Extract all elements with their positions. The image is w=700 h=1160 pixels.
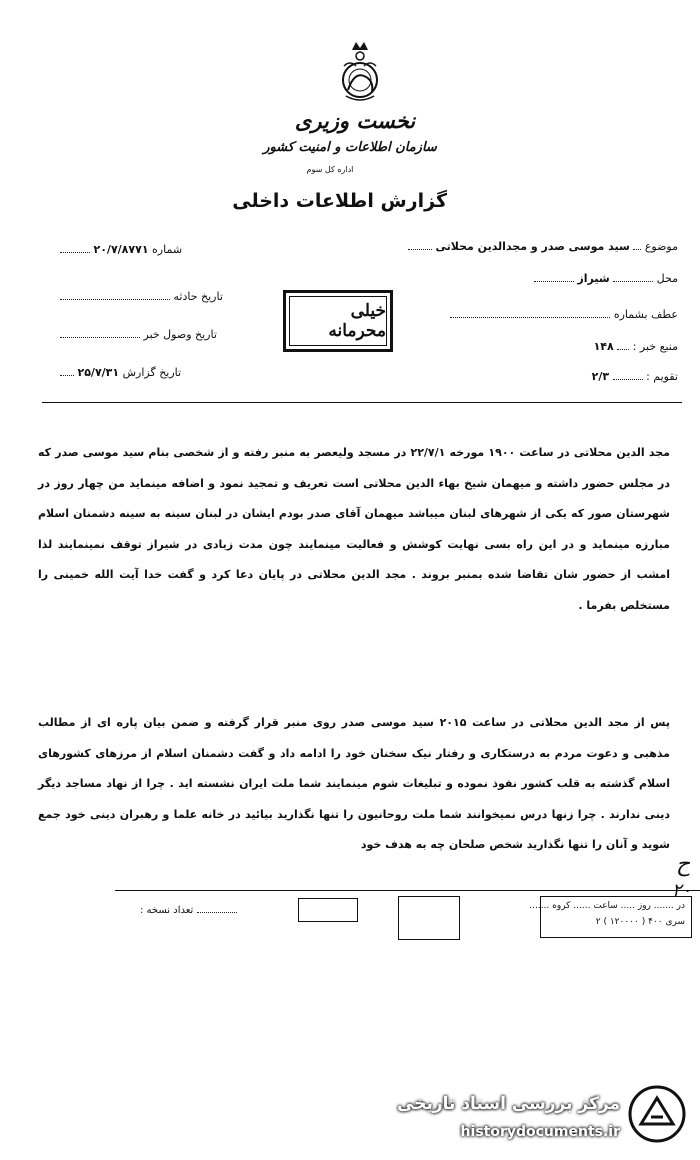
number-label: شماره: [152, 243, 183, 256]
organization-heading: سازمان اطلاعات و امنیت کشور: [263, 140, 437, 155]
location-label: محل: [656, 272, 678, 285]
source-label: منبع خبر :: [632, 340, 678, 353]
received-stamp-text: در ....... روز ..... ساعت ...... کروه .......: [529, 901, 685, 911]
watermark-title: مرکز بررسی اسناد تاریخی: [397, 1094, 620, 1114]
government-heading: نخست وزیری: [294, 108, 416, 133]
classification-stamp: [283, 290, 393, 352]
archive-logo-icon: [627, 1084, 687, 1144]
footer-divider: [115, 890, 700, 891]
rating-field: [592, 370, 678, 383]
report-date-label: تاریخ گزارش: [122, 366, 182, 379]
received-stamp-line: سری ۴۰۰ ( ۱۲۰۰۰۰ ) ۲: [595, 917, 685, 927]
reference-label: عطف بشماره: [613, 308, 678, 321]
report-date-field: [60, 366, 181, 379]
number-field: [60, 243, 182, 256]
archive-watermark: [395, 1080, 695, 1155]
receipt-date-label: تاریخ وصول خبر: [143, 328, 217, 341]
document-title: گزارش اطلاعات داخلی: [232, 190, 447, 212]
margin-note-number: ۲۰: [672, 880, 692, 901]
copies-field: [140, 905, 237, 916]
received-stamp: [529, 896, 692, 938]
source-field: [594, 340, 678, 353]
event-date-label: تاریخ حادثه: [173, 290, 223, 303]
classification-stamp-text: خیلی محرمانه: [289, 296, 387, 346]
footer-box: [398, 896, 460, 940]
header-divider: [42, 402, 682, 403]
location-value: شیراز: [577, 272, 610, 285]
subject-field: [408, 240, 678, 253]
subject-value: سید موسی صدر و مجدالدین محلاتی: [435, 240, 630, 253]
rating-value: ۲/۳: [591, 370, 610, 383]
department-label: اداره کل سوم: [306, 165, 354, 174]
source-value: ۱۴۸: [593, 340, 614, 353]
event-date-field: [60, 290, 223, 303]
lion-and-sun-emblem-icon: [330, 38, 390, 108]
rating-label: تقویم :: [646, 370, 678, 383]
receipt-date-field: [60, 328, 217, 341]
watermark-url: historydocuments.ir: [460, 1124, 620, 1140]
margin-note-letter: ح: [676, 852, 691, 877]
subject-label: موضوع: [644, 240, 678, 253]
body-paragraph: پس از مجد الدین محلاتی در ساعت ۲۰۱۵ سید موسی صدر روی منبر قرار گرفته و ضمن بیان پاره ای از مطالب مذهبی و دعوت مردم به درستکاری و رفتار نیک سخنان خود را ادامه داد و گفت دشمنان اسلام از مرزهای کشورهای اسلام گذشته به قلب کشور نفوذ نموده و تبلیغات شوم مینمایند شما ملت ایران نشسته اید . چرا از نهاد مساجد دیگر دینی ندارند . چرا زنها درس نمیخوانند شما ملت روحانیون را تنها نگذارید بیائید در خانه علما و رهبران دینی خود جمع شوید و آنان را تنها نگذارید شخص صلحان چه به هدف خود: [38, 716, 670, 851]
footer-box: [298, 898, 358, 922]
report-date-value: ۲۵/۷/۳۱: [77, 366, 120, 379]
number-value: ۲۰/۷/۸۷۷۱: [93, 243, 149, 256]
copies-label: تعداد نسخه :: [140, 905, 194, 916]
body-paragraph: مجد الدین محلاتی در ساعت ۱۹۰۰ مورخه ۲۲/۷/۱ در مسجد ولیعصر به منبر رفته و از شخصی بنام سید موسی صدر که در مجلس حضور داشته و میهمان شیخ بهاء الدین محلاتی است تعریف و تمجید نمود و اضافه مینماید من چهار روز در شهرستان صور که یکی از شهرهای لبنان میباشد میهمان آقای صدر بودم ایشان در لبنان سینه به سینه دشمنان اسلام مبارزه مینماید و در این راه بسی نهایت کوشش و فعالیت مینمایند چون مدت زیادی در شیراز توقف نمینمایند لذا امشب از حضور شان تقاضا شده بمنبر بروند . مجد الدین محلاتی در پایان دعا کرد و گفت خدا آیت الله خمینی را مستخلص بفرما .: [38, 446, 670, 612]
location-field: [534, 272, 678, 285]
reference-field: [450, 308, 678, 321]
